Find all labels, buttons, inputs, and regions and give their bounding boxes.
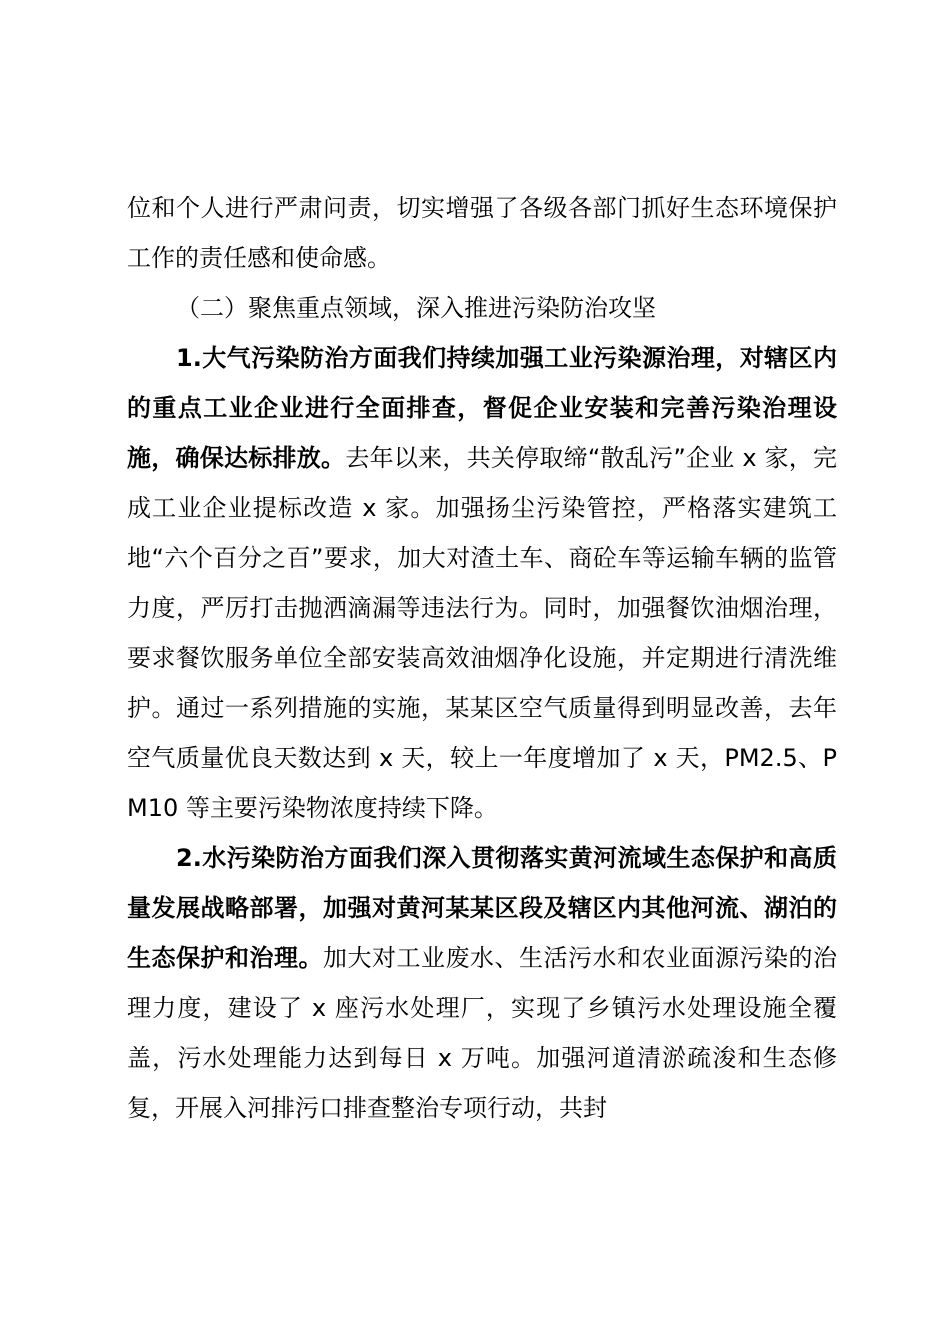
water-pollution-paragraph [127,833,837,1133]
water-pollution-lead: 2.水污染防治方面我们深入贯彻落实黄河流域生态保护和高质量发展战略部署，加强对黄河某某区段及辖区内其他河流、湖泊的生态保护和治理。 [127,844,837,972]
air-pollution-paragraph [127,333,837,833]
air-pollution-lead: 1.大气污染防治方面我们持续加强工业污染源治理，对辖区内的重点工业企业进行全面排查，督促企业安装和完善污染治理设施，确保达标排放。 [127,344,837,472]
water-pollution-body: 加大对工业废水、生活污水和农业面源污染的治理力度，建设了 x 座污水处理厂，实现了乡镇污水处理设施全覆盖，污水处理能力达到每日 x 万吨。加强河道清淤疏浚和生态修复，开展入河排污口排查整治专项行动，共封 [127,944,837,1122]
section-heading: （二）聚焦重点领域，深入推进污染防治攻坚 [176,294,656,322]
continuation-paragraph: 位和个人进行严肃问责，切实增强了各级各部门抓好生态环境保护工作的责任感和使命感。 [127,194,837,272]
document-page [127,183,837,1133]
air-pollution-body: 去年以来，共关停取缔“散乱污”企业 x 家，完成工业企业提标改造 x 家。加强扬尘污染管控，严格落实建筑工地“六个百分之百”要求，加大对渣土车、商砼车等运输车辆的监管力度，严厉打击抛洒滴漏等违法行为。同时，加强餐饮油烟治理，要求餐饮服务单位全部安装高效油烟净化设施，并定期进行清洗维护。通过一系列措施的实施，某某区空气质量得到明显改善，去年空气质量优良天数达到 x 天，较上一年度增加了 x 天，PM2.5、PM10 等主要污染物浓度持续下降。 [127,444,838,822]
